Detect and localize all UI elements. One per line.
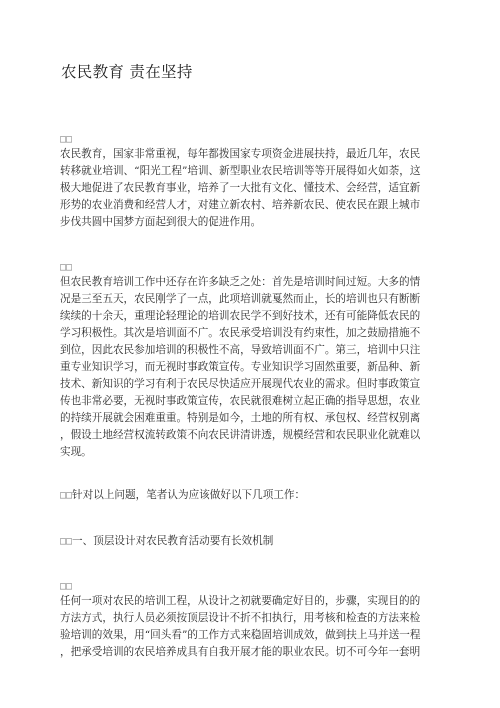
paragraph-line: 续续的十余天，重理论轻理论的培训农民学不到好技术，还有可能降低农民的 bbox=[60, 310, 421, 322]
paragraph-line: 实现。 bbox=[60, 446, 92, 458]
paragraph-line: 步伐共圆中国梦方面起到很大的促进作用。 bbox=[60, 216, 262, 228]
section-marker: □□ bbox=[60, 581, 73, 592]
section-heading-1 bbox=[60, 533, 273, 550]
paragraph-3 bbox=[60, 487, 305, 504]
paragraph-line: 验培训的效果，用“回头看”的工作方式来稳固培训成效，做到扶上马并送一程 bbox=[60, 629, 421, 641]
paragraph-line: 技术、新知识的学习有利于农民尽快适应开展现代农业的需求。但时事政策宣 bbox=[60, 378, 421, 390]
paragraph-line: ，假设土地经营权流转政策不向农民讲清讲透，规模经营和农民职业化就难以 bbox=[60, 429, 421, 441]
section-marker: □□ bbox=[60, 262, 73, 273]
heading-text: 一、顶层设计对农民教育活动要有长效机制 bbox=[72, 535, 274, 547]
paragraph-line: 转移就业培训、“阳光工程”培训、新型职业农民培训等等开展得如火如荼，这 bbox=[60, 165, 421, 177]
paragraph-4 bbox=[60, 593, 445, 661]
paragraph-line: 形势的农业消费和经营人才，对建立新农村、培养新农民、使农民在跟上城市 bbox=[60, 199, 421, 211]
document-title: 农民教育 责在坚持 bbox=[61, 63, 193, 81]
paragraph-line: 的持续开展就会困难重重。特别是如今，土地的所有权、承包权、经营权别离 bbox=[60, 412, 421, 424]
paragraph-line: 传也非常必要，无视时事政策宣传，农民就很难树立起正确的指导思想，农业 bbox=[60, 395, 421, 407]
paragraph-line: 但农民教育培训工作中还存在许多缺乏之处：首先是培训时间过短。大多的情 bbox=[60, 276, 421, 288]
paragraph-1 bbox=[60, 146, 445, 231]
paragraph-line: 况是三至五天，农民刚学了一点，此项培训就戛然而止，长的培训也只有断断 bbox=[60, 293, 421, 305]
paragraph-line: 学习积极性。其次是培训面不广。农民承受培训没有约束性，加之鼓励措施不 bbox=[60, 327, 421, 339]
section-marker: □□ bbox=[60, 490, 73, 501]
paragraph-line: 农民教育，国家非常重视，每年都拨国家专项资金进展扶持，最近几年，农民 bbox=[60, 148, 421, 160]
paragraph-line: 极大地促进了农民教育事业，培养了一大批有文化、懂技术、会经营，适宜新 bbox=[60, 182, 421, 194]
paragraph-text: 针对以上问题，笔者认为应该做好以下几项工作： bbox=[72, 489, 306, 501]
paragraph-2 bbox=[60, 274, 445, 461]
paragraph-line: 重专业知识学习，而无视时事政策宣传。专业知识学习固然重要，新品种、新 bbox=[60, 361, 421, 373]
paragraph-line: 任何一项对农民的培训工程，从设计之初就要确定好目的，步骤，实现目的的 bbox=[60, 595, 421, 607]
paragraph-line: 方法方式，执行人员必须按顶层设计不折不扣执行，用考核和检查的方法来检 bbox=[60, 612, 421, 624]
section-marker: □□ bbox=[60, 536, 73, 547]
paragraph-line: ，把承受培训的农民培养成具有自我开展才能的职业农民。切不可今年一套明 bbox=[60, 646, 421, 658]
section-marker: □□ bbox=[60, 134, 73, 145]
paragraph-line: 到位，因此农民参加培训的积极性不高，导致培训面不广。第三，培训中只注 bbox=[60, 344, 421, 356]
